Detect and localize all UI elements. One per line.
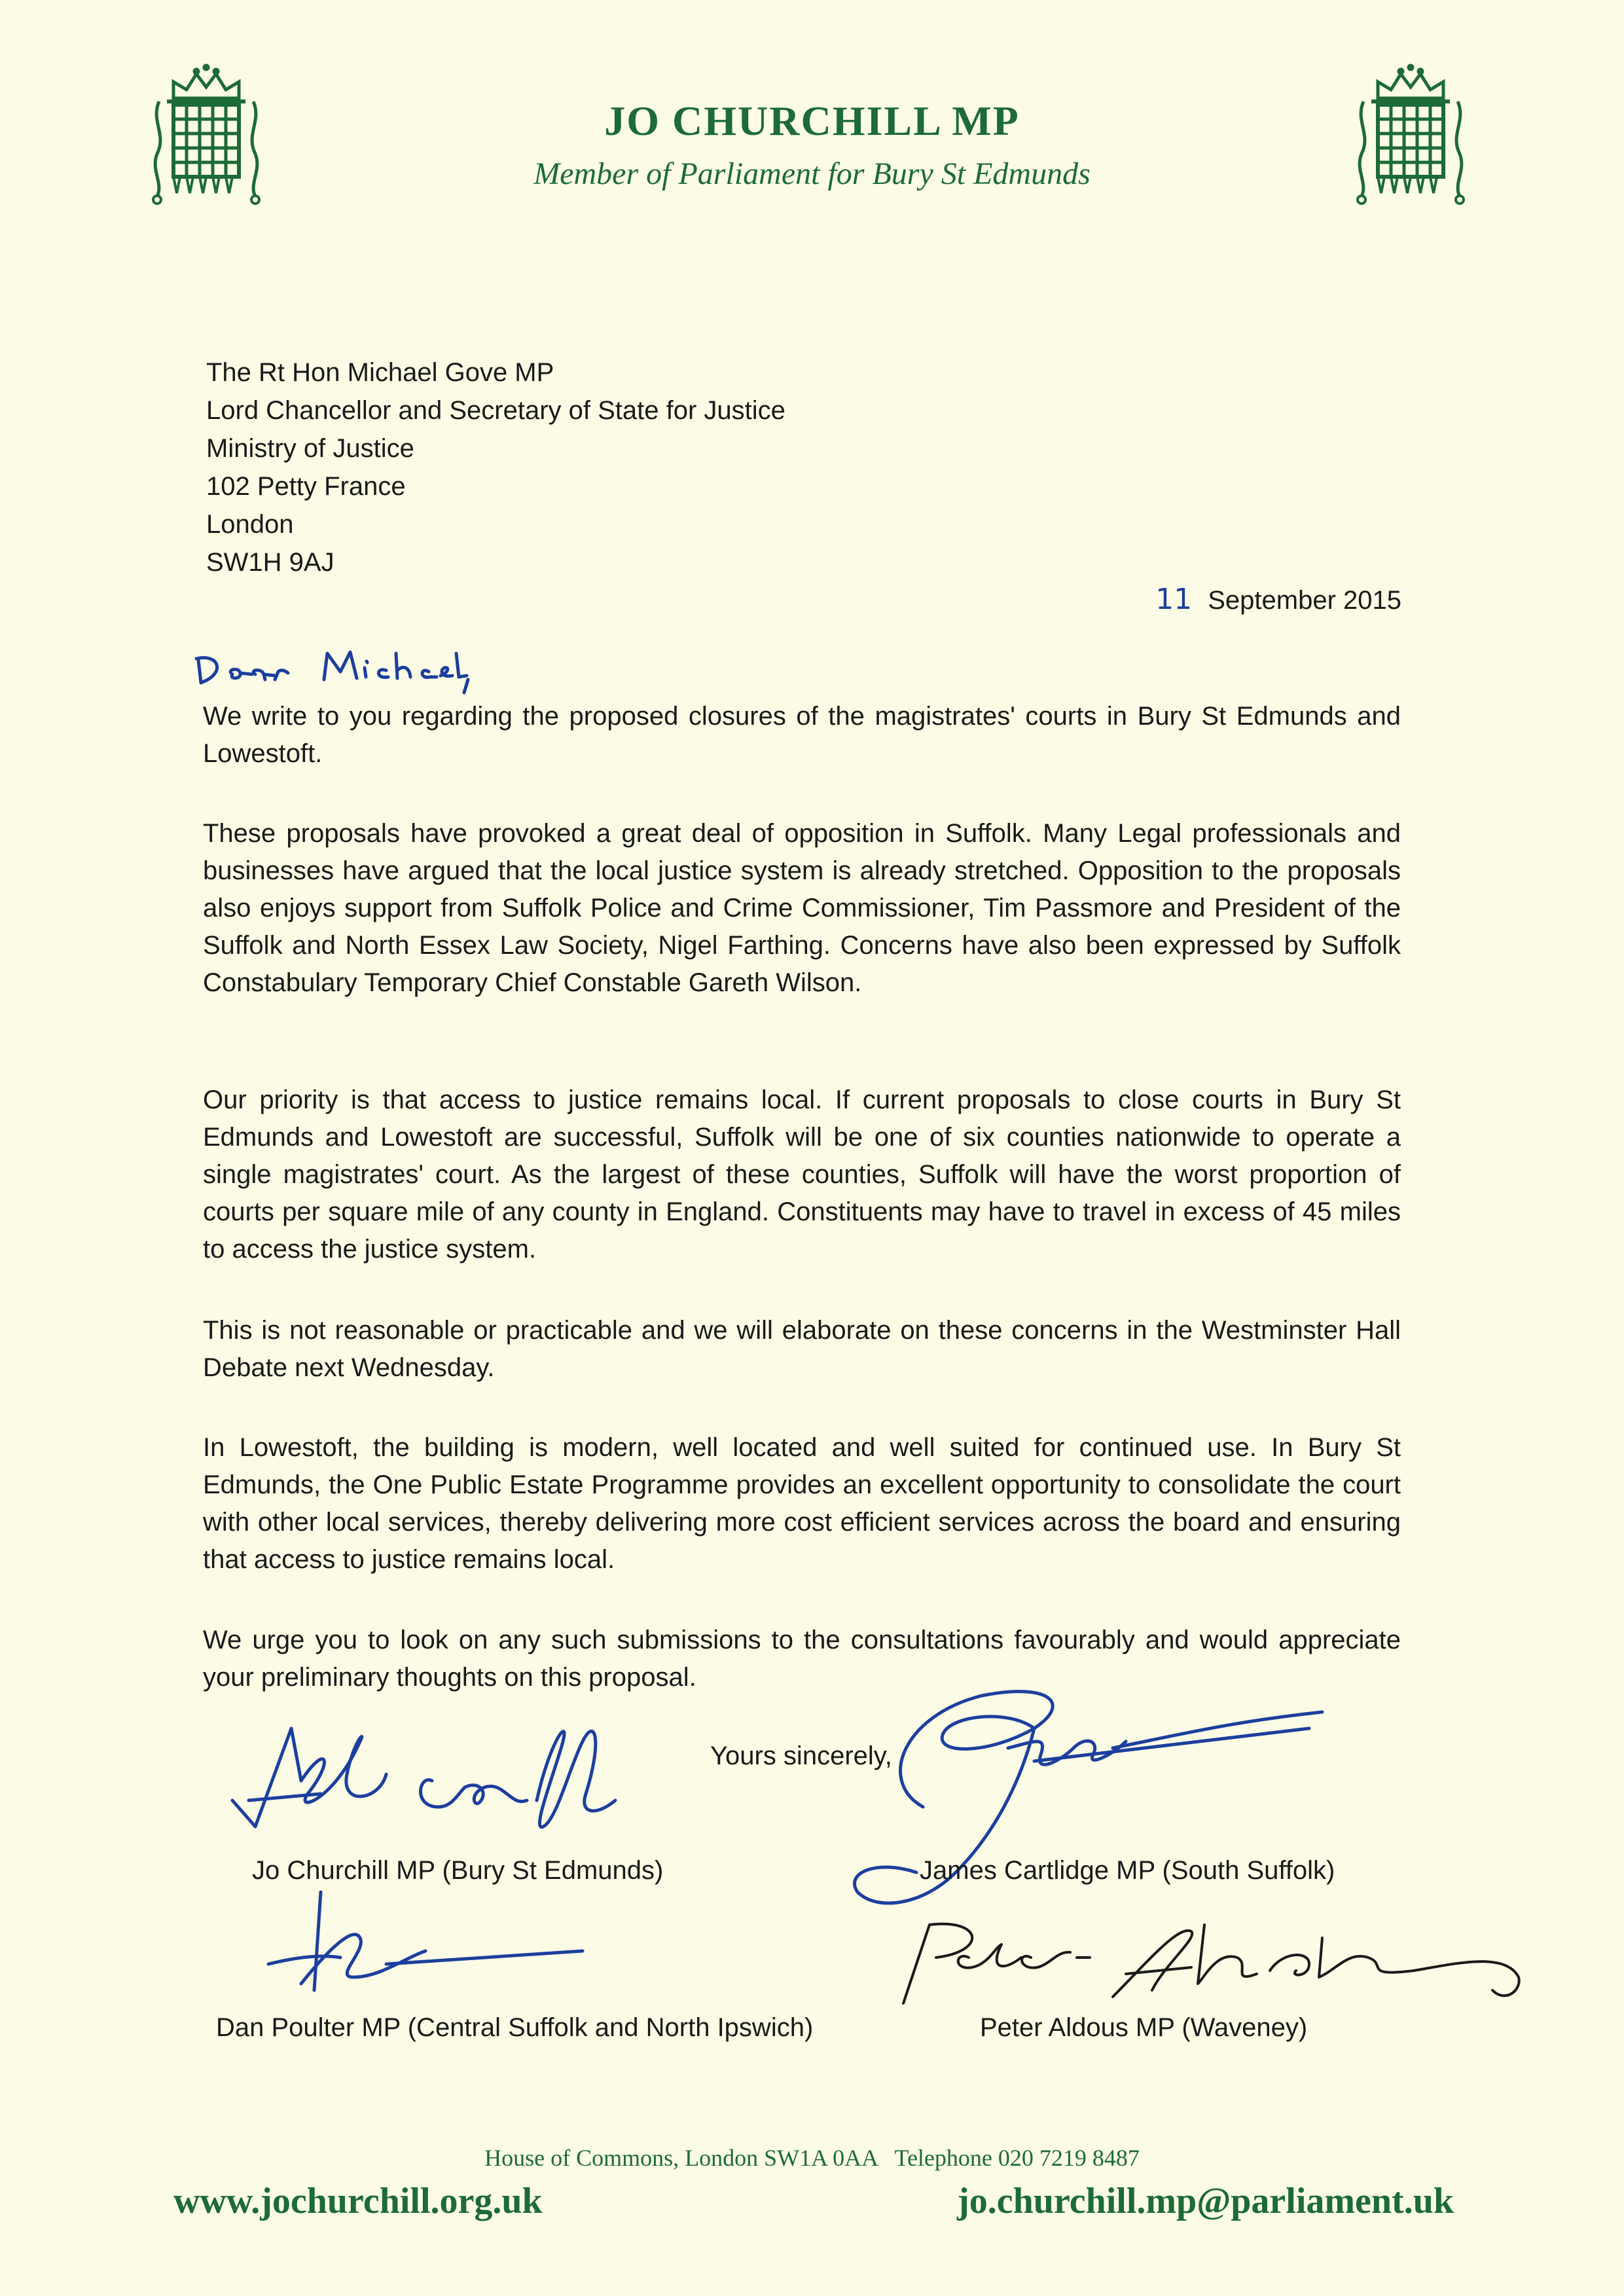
signature-aldous bbox=[890, 1912, 1532, 2010]
address-line: London bbox=[206, 510, 294, 539]
date-month-year: September 2015 bbox=[1208, 586, 1401, 615]
recipient-address bbox=[206, 354, 785, 581]
signatory-name: James Cartlidge MP (South Suffolk) bbox=[920, 1856, 1335, 1885]
signatory-name: Peter Aldous MP (Waveney) bbox=[980, 2013, 1308, 2042]
footer-website: www.jochurchill.org.uk bbox=[173, 2181, 543, 2221]
portcullis-icon bbox=[1352, 62, 1470, 206]
body-paragraph: This is not reasonable or practicable and we will elaborate on these concerns in the Westminster Hall Debate next Wednesday. bbox=[203, 1316, 1401, 1382]
letterhead-subtitle: Member of Parliament for Bury St Edmunds bbox=[533, 156, 1091, 191]
address-line: Lord Chancellor and Secretary of State for Justice bbox=[206, 396, 785, 425]
address-line: Ministry of Justice bbox=[206, 434, 414, 463]
signatory-name: Dan Poulter MP (Central Suffolk and North Ipswich) bbox=[216, 2013, 814, 2042]
signature-churchill bbox=[229, 1702, 700, 1853]
body-paragraph: These proposals have provoked a great deal of opposition in Suffolk. Many Legal professionals and businesses have argued that the local justice system is already stretched. Opposition to the proposals also enjoys support from Suffolk Police and Crime Commissioner, Tim Passmore and President of the Suffolk and North Essex Law Society, Nigel Farthing. Concerns have also been expressed by Suffolk Constabulary Temporary Chief Constable Gareth Wilson. bbox=[203, 819, 1401, 997]
address-line: 102 Petty France bbox=[206, 472, 406, 501]
body-paragraph: We urge you to look on any such submissions to the consultations favourably and would appreciate your preliminary thoughts on this proposal. bbox=[203, 1626, 1401, 1692]
signatory-name: Jo Churchill MP (Bury St Edmunds) bbox=[252, 1856, 664, 1885]
address-line: The Rt Hon Michael Gove MP bbox=[206, 358, 554, 387]
body-paragraph: We write to you regarding the proposed closures of the magistrates' courts in Bury St Edmunds and Lowestoft. bbox=[203, 702, 1401, 768]
letterhead-name: JO CHURCHILL MP bbox=[604, 98, 1020, 144]
handwritten-salutation bbox=[193, 634, 520, 699]
address-line: SW1H 9AJ bbox=[206, 548, 334, 577]
handwritten-day: 11 bbox=[1155, 583, 1193, 616]
signature-poulter bbox=[255, 1886, 596, 2003]
body-paragraph: In Lowestoft, the building is modern, well located and well suited for continued use. In Bury St Edmunds, the One Public Estate Programme provides an excellent opportunity to consolidate the court with other local services, thereby delivering more cost efficient services across the board and ensuring that access to justice remains local. bbox=[203, 1433, 1401, 1574]
footer-address: House of Commons, London SW1A 0AA Telephone 020 7219 8487 bbox=[484, 2145, 1140, 2171]
closing: Yours sincerely, bbox=[710, 1741, 892, 1770]
body-paragraph: Our priority is that access to justice remains local. If current proposals to close courts in Bury St Edmunds and Lowestoft are successful, Suffolk will be one of six counties nationwide to operate a single magistrates' court. As the largest of these counties, Suffolk will have the worst proportion of courts per square mile of any county in England. Constituents may have to travel in excess of 45 miles to access the justice system. bbox=[203, 1085, 1401, 1264]
letter-date bbox=[1155, 583, 1401, 616]
footer-email: jo.churchill.mp@parliament.uk bbox=[957, 2181, 1454, 2221]
signature-cartlidge bbox=[838, 1676, 1348, 1951]
